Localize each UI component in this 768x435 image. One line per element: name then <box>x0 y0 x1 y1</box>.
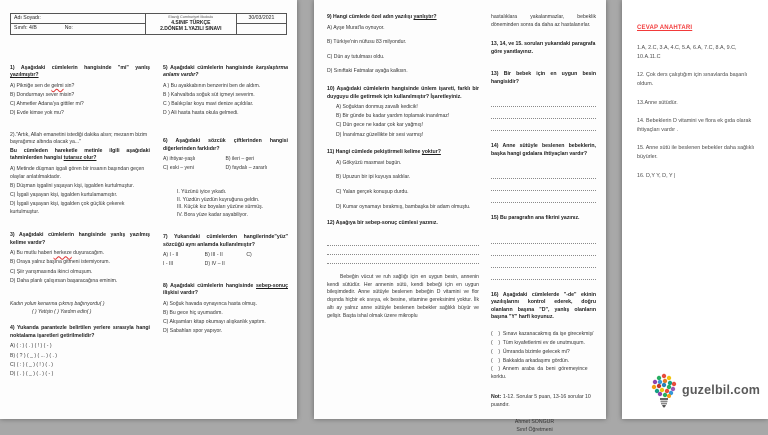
answer-lines <box>491 232 596 280</box>
page2-column-right <box>491 14 596 435</box>
option: C) ( : ) ( _ ) ( ! ) ( . ) <box>10 361 54 368</box>
option-row <box>163 165 288 171</box>
question-stem: 12) Aşağıya bir sebep-sonuç cümlesi yazınız. <box>327 220 438 227</box>
option: D) İşgali yaşayan kişi, işgalden çok güçlük çekerek kurtulmuştur. <box>10 200 125 215</box>
tf-item: ( ) Sınavı kazanacakmış da işe girecekmiş/ <box>491 330 594 337</box>
answer-line <box>491 119 596 131</box>
option: D) Sınıftaki Fatmalar ayağa kalksın. <box>327 68 408 75</box>
answer-line <box>491 107 596 119</box>
question <box>327 14 479 76</box>
signature-line: Ahmet SONGUR <box>514 418 555 425</box>
answer-key-item: 15. Anne sütü ile beslenen bebekler daha sağlıklı büyürler. <box>637 145 755 161</box>
note: Not: 1-12. Sorular 5 puan, 13-16 sorular 10 puandır. <box>491 394 591 408</box>
option: C) <box>246 252 252 259</box>
question-stem: 1) Aşağıdaki cümlelerin hangisinde "mi" yanlış yazılmıştır? <box>10 64 150 79</box>
answer-lines <box>491 95 596 131</box>
option: A) Pikniğe sen de gelmi sin? <box>10 82 75 89</box>
option: D) İnanılmaz güzellikte bir sesi varmış! <box>336 131 424 138</box>
option: A) Soğuktan donmuş zavallı kedicik! <box>336 104 418 111</box>
question <box>163 65 288 118</box>
answer-line <box>327 246 479 255</box>
option: D) Kumar oynamayı bırakmış, bambaşka bir adam olmuştu. <box>336 203 471 210</box>
class-no-cell <box>11 24 146 34</box>
option: B) Düşman işgalini yaşayan kişi, işgalden kurtulmuştur. <box>10 182 135 189</box>
exam-page-1 <box>0 0 297 419</box>
answer-line <box>491 191 596 203</box>
option: I - III <box>163 260 174 267</box>
tf-item: ( ) Annem araba da beni göremeyince korktu. <box>491 366 589 381</box>
exam-title-line2: 2.DÖNEM 1.YAZILI SINAVI <box>160 26 222 33</box>
option: B) Türkiye'nin nüfusu 83 milyondur. <box>327 39 407 46</box>
option: B ) Kahvaltıda soğuk süt içmeyi severim. <box>163 92 255 99</box>
question <box>491 215 596 223</box>
list-item: IV. Bora yüze kadar sayabiliyor. <box>177 212 248 219</box>
option: B) III - II <box>204 252 223 259</box>
numbered-list <box>177 189 288 221</box>
option <box>246 261 288 267</box>
page1-columns <box>10 57 288 388</box>
option: B) ileri – geri <box>225 156 255 163</box>
option: A ) Bu ayakkabının benzerini ben de aldım. <box>163 82 261 89</box>
question <box>491 292 596 322</box>
option: B) Bir günde bu kadar yardım toplamak inanılmaz! <box>336 113 450 120</box>
list-item: I. Yüzünü iyice yıkadı. <box>177 188 227 195</box>
question-stem: 8) Aşağıdaki cümlelerin hangisinde sebep-sonuç ilişkisi vardır? <box>163 282 288 297</box>
question <box>163 138 288 171</box>
exam-page-2 <box>314 0 606 434</box>
list-item: III. Küçük kız boyaları yüzüne sürmüş. <box>177 204 264 211</box>
tf-item: ( ) Tüm kıyafetlerimi ev de unutmuşum. <box>491 339 585 346</box>
question <box>163 234 288 267</box>
lightbulb-icon <box>650 372 678 408</box>
question <box>327 149 479 211</box>
answer-line <box>491 268 596 280</box>
question-stem: 14) Anne sütüyle beslenen bebeklerin, başka hangi gıdalara ihtiyaçları vardır? <box>491 143 596 157</box>
answer-key-item: 1.A, 2.C, 3.A, 4.C, 5.A, 6.A, 7.C, 8.A, 9.C, 10.A.11.C <box>637 45 737 60</box>
option: D) ( . ) ( _ ) ( . ) ( - ) <box>10 370 54 377</box>
question-stem: 3) Aşağıdaki cümlelerin hangisinde yanlış yazılmış kelime vardır? <box>10 232 150 246</box>
question <box>327 220 479 228</box>
option: C) Yalan gerçek konuşup durdu. <box>336 189 409 196</box>
option-row <box>163 261 288 267</box>
option: A) Bu mutlu haberi herkeze duyuracağım. <box>10 250 105 257</box>
page2-column-left <box>327 14 479 435</box>
empty-cell <box>236 24 286 34</box>
tf-items <box>491 331 596 382</box>
passage: hastalıklara yakalanmazlar, bebeklik döneminden sonra da daha az hastalanırlar. <box>491 14 596 28</box>
answer-line <box>491 167 596 179</box>
student-info-header <box>10 13 287 35</box>
question-stem: 10) Aşağıdaki cümlelerin hangisinde ünlem işareti, farklı bir duyguyu dile getirmek için kullanılmıştır? İşaretleyiniz. <box>327 86 479 100</box>
option: A) ( : ) ( . ) ( ! ) ( - ) <box>10 343 52 350</box>
option: A) Ayşe Murat'la oynuyor. <box>327 24 385 31</box>
signature-line: Sınıf Öğretmeni <box>516 427 553 434</box>
tf-item: ( ) Bakkalda arkadaşımı gördün. <box>491 357 570 364</box>
option: A) ihtiyar-yaşlı <box>163 156 196 163</box>
prompt-sentence <box>10 301 150 316</box>
option: D ) Ali hasta hasta okula gelmedi. <box>163 110 239 117</box>
option-row <box>163 252 288 258</box>
tf-item: ( ) Ümranda bizimle gelecek mi? <box>491 348 570 355</box>
answer-line <box>327 255 479 264</box>
site-logo <box>650 372 760 408</box>
answer-line <box>491 95 596 107</box>
question <box>491 143 596 158</box>
option: D) Daha planlı çalışırsan başaracağına eminim. <box>10 277 118 284</box>
answer-lines <box>491 167 596 203</box>
question-stem: 7) Yukarıdaki cümlelerden hangilerinde"yüz" sözcüğü aynı anlamda kullanılmıştır? <box>163 234 288 248</box>
student-info-table <box>10 13 287 35</box>
question-stem: Bu cümleden hareketle metinle ilgili aşağıdaki tahminlerden hangisi tutarsız olur? <box>10 147 150 162</box>
question-stem: 16) Aşağıdaki cümlelerde "-de" ekinin yazılışlarını kontrol ederek, doğru olanların başına "D", yanlış olanların başına "Y" harfi koyunuz. <box>491 291 596 321</box>
option: C) Dün ay tutulması oldu. <box>327 53 385 60</box>
question <box>327 86 479 139</box>
option: C) İşgali yaşayan kişi, işgalden kurtulamamıştır. <box>10 191 118 198</box>
signature <box>491 418 578 435</box>
answer-key-item: 16. D,Y Y, D, Y | <box>637 172 676 179</box>
question <box>163 283 288 336</box>
option: A) Gökyüzü masmavi bugün. <box>336 159 402 166</box>
question <box>10 65 150 118</box>
exam-date: 30/03/2021 <box>236 14 286 24</box>
answer-line <box>491 179 596 191</box>
answer-key-item: 12. Çok ders çalıştığım için sınavlarda başarılı oldum. <box>637 72 748 87</box>
answer-key-item: 13.Anne sütüdür. <box>637 99 678 106</box>
option: D) Sabahları spor yapıyor. <box>163 328 223 335</box>
option: B) Dondurmayı sever misin? <box>10 92 75 99</box>
passage: Bebeğin vücut ve ruh sağlığı için en uygun besin, annenin kendi sütüdür. Her annenin sütü, kendi bebeği için en uygun bileşimdedir. Anne sütüyle beslenen bebeğin D vitamini ve flor dışında hiçbir ek sıvıya, ek besine, vitamine gereksinimi yoktur. İlk altı ay yalnız anne sütüyle beslenen bebekler sağlıklı büyür ve gelişir. Başta ishal olmak üzere mikroplu <box>327 273 479 319</box>
option: A) Metinde düşman işgali gören bir insanın başından geçen olaylar anlatılmaktadır. <box>10 165 145 180</box>
instruction: 13, 14, ve 15. soruları yukarıdaki paragrafa göre yanıtlayınız. <box>491 41 596 56</box>
page1-column-right <box>163 57 288 388</box>
option: B) Bu gece hiç uyumadım. <box>163 309 223 316</box>
option: B) Upuzun bir ipi kuyuya saldılar. <box>336 174 411 181</box>
answer-key-page <box>622 0 768 419</box>
question-stem: 6) Aşağıdaki sözcük çiftlerinden hangisi diğerlerinden farklıdır? <box>163 138 288 152</box>
number-label: No: <box>64 25 73 32</box>
option: B) ( ? ) ( _ ) ( ... ) ( . ) <box>10 352 57 359</box>
answer-key-title: CEVAP ANAHTARI <box>637 25 693 31</box>
exam-title-line1: 4.SINIF TÜRKÇE <box>171 19 211 26</box>
answer-key-item: 14. Bebeklerin D vitamini ve flora ek gıda olarak ihtiyaçları vardır . <box>637 118 752 133</box>
question <box>491 71 596 86</box>
page2-columns <box>327 14 596 435</box>
name-label: Adı Soyadı: <box>11 14 146 24</box>
prompt-line: ( ) Yetişin ( ) Yardım edin( ) <box>32 308 92 315</box>
option: A) Soğuk havada oynayınca hasta olmuş. <box>163 300 258 307</box>
page1-column-left <box>10 57 150 388</box>
list-item: II. Yüzdün yüzdün kuyruğuna geldin. <box>177 196 260 203</box>
school-name: Elazığ Cumhuriyet İlkokulu <box>168 15 214 19</box>
prompt-line: Kadın yolun kenarına çıkmış bağırıyordu( ) <box>10 301 105 308</box>
question-stem: 13) Bir bebek için en uygun besin hangisidir? <box>491 71 596 85</box>
question <box>10 132 150 216</box>
question-stem: 9) Hangi cümlede özel adın yazılışı yanlıştır? <box>327 14 437 20</box>
answer-lines <box>327 237 479 264</box>
option: C) Şiir yarışmasında ikinci olmuşum. <box>10 268 93 275</box>
option: C) Akşamları kitap okumayı alışkanlık yaptım. <box>163 319 266 326</box>
option: A) I - II <box>163 252 179 259</box>
question <box>10 232 150 285</box>
option: D) faydalı – zararlı <box>225 164 268 171</box>
answer-key <box>622 0 768 180</box>
option: B) Oraya yalnız başına gitmeni istemiyorum. <box>10 259 110 266</box>
site-name: guzelbil.com <box>682 383 761 397</box>
question <box>10 325 150 378</box>
option: D) Evde kimse yok mu? <box>10 110 64 117</box>
question-stem: 15) Bu paragrafın ana fikrini yazınız. <box>491 215 580 222</box>
option: C) Ahmetler Adana'ya gittiler mi? <box>10 101 84 108</box>
exam-title-cell <box>145 14 236 35</box>
question-stem: 11) Hangi cümlede pekiştirmeli kelime yoktur? <box>327 149 441 156</box>
answer-key-items <box>637 44 758 180</box>
answer-line <box>327 237 479 246</box>
option: C ) Balıkçılar koyu mavi denize açıldılar. <box>163 101 254 108</box>
question-stem: 4) Yukarıda parantezle belirtilen yerlere sırasıyla hangi noktalama işaretleri getirilmelidir? <box>10 325 150 339</box>
option-row <box>163 156 288 162</box>
class-label: Sınıfı: 4/B <box>14 25 37 32</box>
option: C) eski – yeni <box>163 164 194 171</box>
question-intro: 2)."Artık, Allah emanetini istediği dakika alsın; mezarım bizim bayrağımız altında olacak ya..." <box>10 132 148 146</box>
answer-line <box>491 256 596 268</box>
answer-line <box>491 244 596 256</box>
question-stem: 5) Aşağıdaki cümlelerin hangisinde karşılaştırma anlamı vardır? <box>163 64 288 79</box>
answer-line <box>491 232 596 244</box>
option: D) IV – II <box>204 260 225 267</box>
option: C) Dün gece ne kadar çok kar yağmış! <box>336 122 423 129</box>
